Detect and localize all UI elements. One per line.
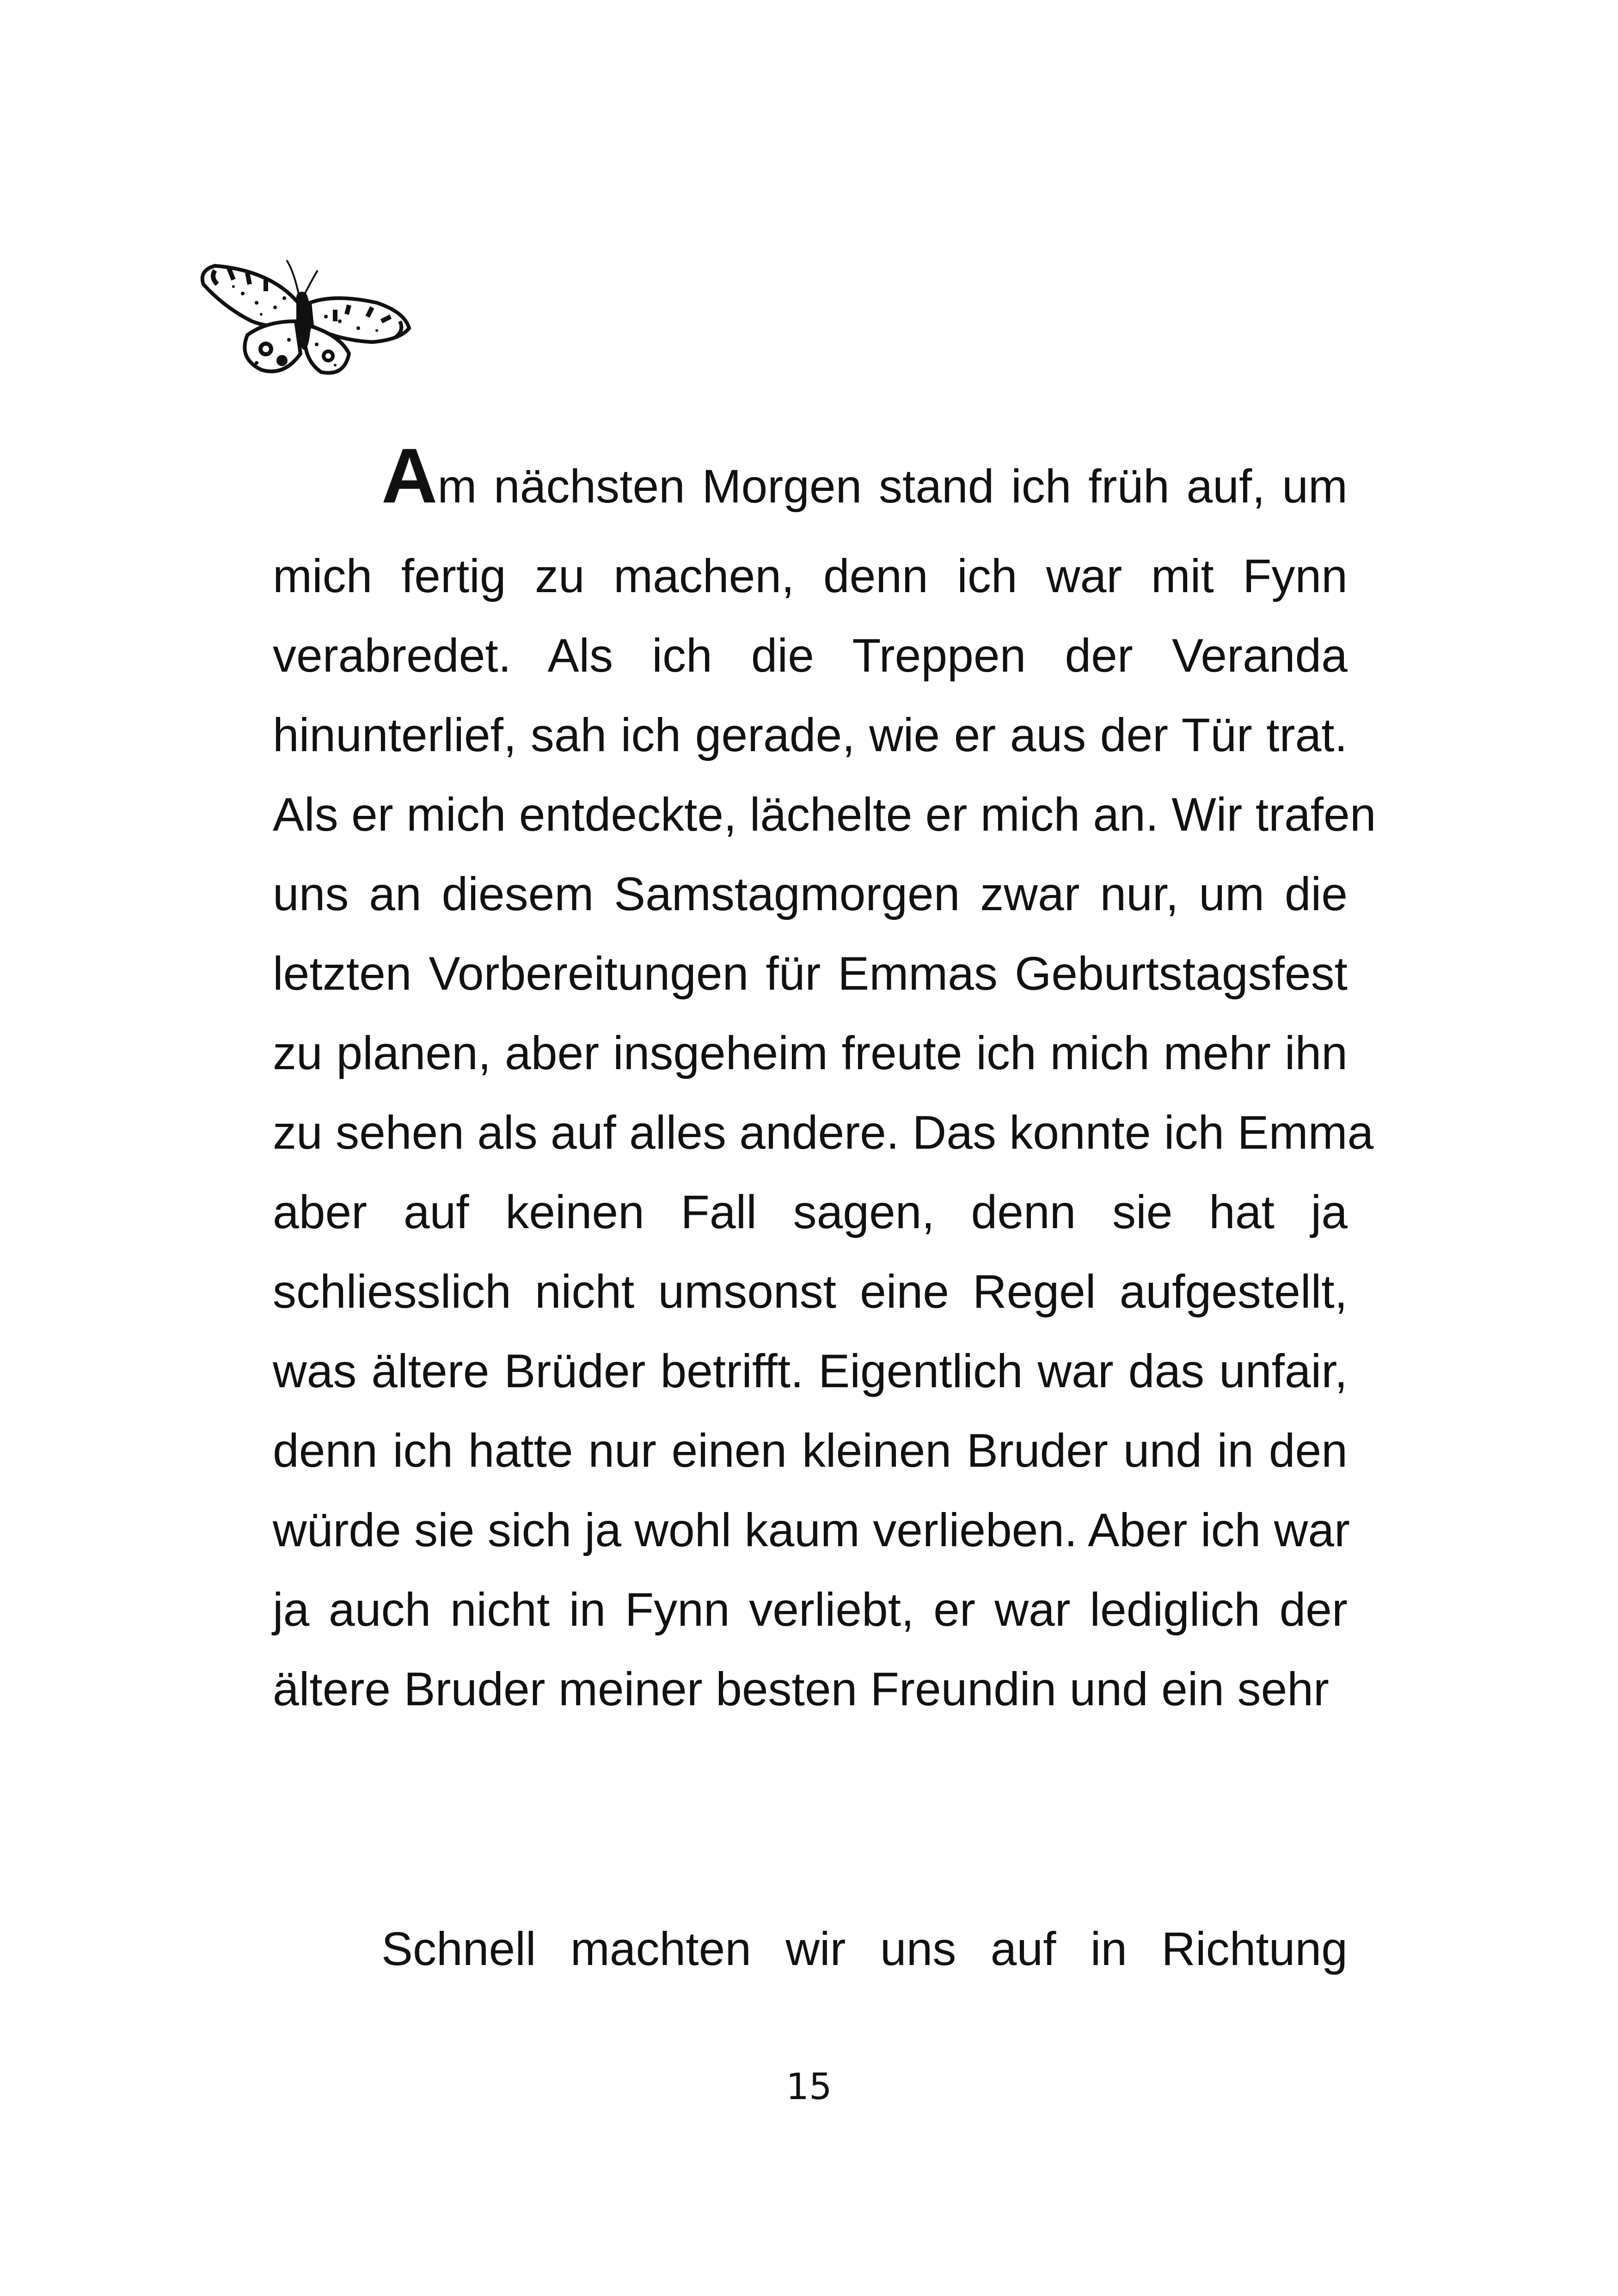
text-line: hinunterlief, sah ich gerade, wie er aus der Tür trat.: [273, 709, 1348, 761]
text-line: ältere Bruder meiner besten Freundin und ein sehr: [273, 1663, 1329, 1715]
text-line: uns an diesem Samstagmorgen zwar nur, um die: [273, 868, 1348, 920]
text-line: zu sehen als auf alles andere. Das konnte ich Emma: [273, 1106, 1374, 1159]
drop-cap: A: [381, 432, 438, 519]
text-line: letzten Vorbereitungen für Emmas Geburtstagsfest: [273, 947, 1348, 1000]
text-line: mich fertig zu machen, denn ich war mit Fynn: [273, 550, 1348, 602]
text-line: ja auch nicht in Fynn verliebt, er war lediglich der: [273, 1583, 1348, 1636]
text-line: aber auf keinen Fall sagen, denn sie hat ja: [273, 1186, 1348, 1238]
paragraph-1: [273, 432, 1376, 1729]
text-line: verabredet. Als ich die Treppen der Veranda: [273, 629, 1348, 682]
text-line: Als er mich entdeckte, lächelte er mich an. Wir trafen: [273, 788, 1376, 841]
first-line-text: m nächsten Morgen stand ich früh auf, um: [437, 460, 1348, 513]
paragraph-first-line: [273, 432, 1348, 536]
text-line: denn ich hatte nur einen kleinen Bruder und in den: [273, 1424, 1348, 1477]
text-line: Schnell machten wir uns auf in Richtung: [381, 1923, 1348, 1975]
page-number: 15: [786, 2066, 832, 2108]
text-line: würde sie sich ja wohl kaum verlieben. Aber ich war: [273, 1504, 1350, 1556]
butterfly-icon: [196, 252, 414, 386]
text-line: schliesslich nicht umsonst eine Regel aufgestellt,: [273, 1265, 1348, 1318]
text-line: was ältere Brüder betrifft. Eigentlich war das unfair,: [273, 1345, 1348, 1397]
paragraph-2: [273, 1909, 1348, 1989]
text-line: zu planen, aber insgeheim freute ich mich mehr ihn: [273, 1027, 1348, 1079]
